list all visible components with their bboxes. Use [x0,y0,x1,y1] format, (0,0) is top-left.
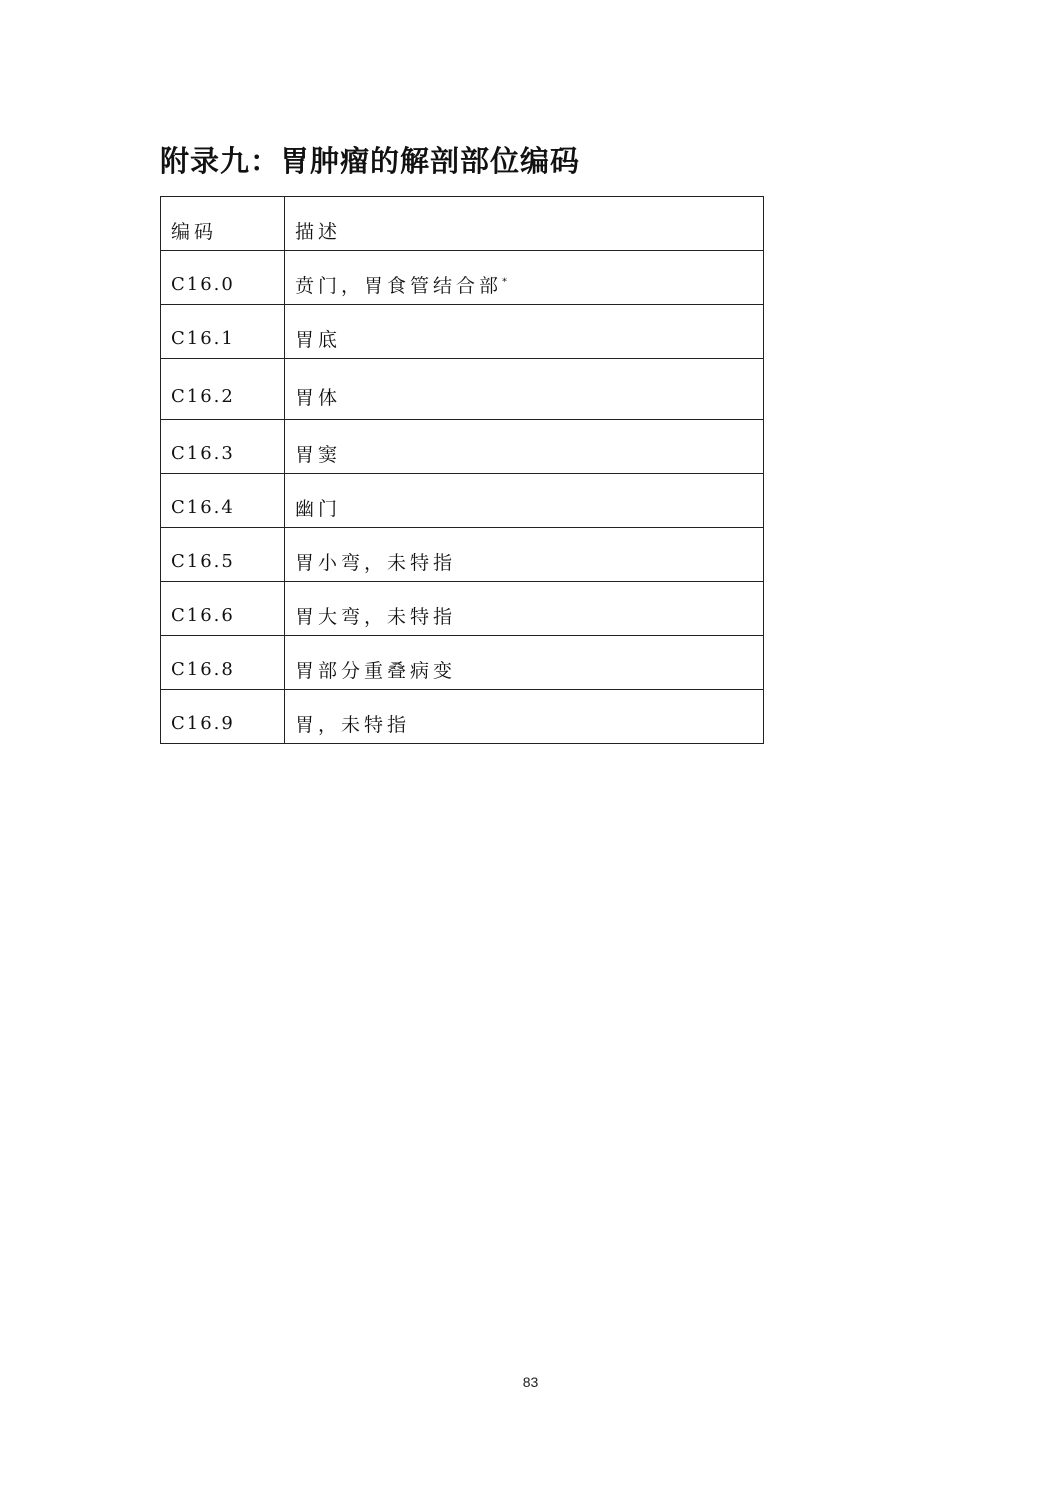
column-header-code: 编码 [161,197,285,251]
column-header-description: 描述 [285,197,764,251]
site-code: C16.3 [161,420,285,474]
site-description: 贲门，胃食管结合部 [295,275,503,297]
footnote-mark: * [502,276,508,288]
site-description: 胃窦 [285,420,764,474]
site-description: 胃小弯，未特指 [285,528,764,582]
site-description: 胃体 [285,359,764,420]
site-code: C16.5 [161,528,285,582]
site-code: C16.6 [161,582,285,636]
site-description: 胃大弯，未特指 [285,582,764,636]
table-row [161,305,764,359]
site-code: C16.8 [161,636,285,690]
site-code: C16.9 [161,690,285,744]
table-row [161,690,764,744]
table-row [161,474,764,528]
table-row [161,359,764,420]
page-number: 83 [522,1374,539,1390]
table-row [161,251,764,305]
table-row [161,582,764,636]
table-row [161,636,764,690]
site-description: 胃底 [285,305,764,359]
table-row [161,420,764,474]
site-code: C16.0 [161,251,285,305]
table-row [161,528,764,582]
site-description-cell [285,251,764,305]
table-header-row [161,197,764,251]
site-description: 胃，未特指 [285,690,764,744]
site-description: 幽门 [285,474,764,528]
page-title: 附录九：胃肿瘤的解剖部位编码 [160,144,581,178]
site-code: C16.2 [161,359,285,420]
site-code: C16.4 [161,474,285,528]
site-description: 胃部分重叠病变 [285,636,764,690]
anatomical-site-code-table [160,196,764,744]
site-code: C16.1 [161,305,285,359]
